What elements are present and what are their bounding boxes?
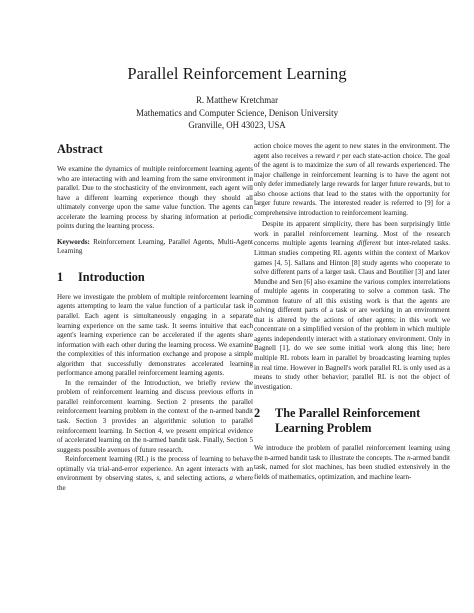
author-affiliation: Mathematics and Computer Science, Denison University <box>135 107 339 118</box>
rl-part: action choice moves the agent to new states in the environment. The agent also receives a reward <box>254 142 450 160</box>
section2-number: 2 <box>254 406 261 421</box>
intro-p3-part: , and selecting actions, <box>159 474 230 483</box>
keywords-text: Reinforcement Learning, Parallel Agents, Multi-Agent Learning <box>57 237 253 256</box>
rl-part: of all rewards experienced. The major challenge in reinforcement learning is to have the agent not only defer immediately large rewards for larger future rewards, but to also choose actions that lead to the states with the opportunity for larger future rewards. The interested reader is referred to [9] for a comprehensive introduction to reinforcement learning. <box>254 161 450 217</box>
intro-paragraph-3 <box>57 455 253 493</box>
rl-var-r: r <box>337 151 340 160</box>
related-work-paragraph <box>254 220 450 392</box>
author-name: R. Matthew Kretchmar <box>195 95 279 105</box>
sec2-part: -armed bandit task, named for slot machines, has been studied extensively in the fields of mathematics, optimization, and machine learn- <box>254 453 450 481</box>
sec2-var-n: n <box>407 453 411 462</box>
section1-title: Introduction <box>78 269 145 284</box>
right-column <box>254 142 450 482</box>
intro-paragraph-1: Here we investigate the problem of multiple reinforcement learning agents attempting to learn the value function of a particular task in parallel. Each agent is simultaneously engaging in a separate learning experience on the same task. It seems intuitive that each agent's learning experience can be accelerated if the agents share information with each other during the learning process. We examine the complexities of this information exchange and propose a simple algorithm that successfully demonstrates accelerated learning performance among parallel reinforcement learning agents. <box>57 292 253 378</box>
abstract-text: We examine the dynamics of multiple reinforcement learning agents who are interacting with and learning from the same environment in parallel. Due to the stochasticity of the environment, each agent will have a different learning experience though they should all ultimately converge upon the same value function. The agents can accelerate the learning process by sharing information at periodic points during the learning process. <box>57 165 253 231</box>
keywords <box>57 238 253 257</box>
section2-heading <box>254 406 450 436</box>
rl-part: per each state-action choice. The goal of the agent is to maximize the <box>254 151 450 170</box>
section2-title: The Parallel Reinforcement Learning Problem <box>275 406 421 436</box>
related-part: but inter-related tasks. Littman studies competing RL agents within the context of Markov games [4, 5]. Sallans and Hinton [8] study agents who cooperate to solve different parts of a larger task. Claus and Boutilier [3] and later Mundhe and Sen [6] also examine the various complex interrelations of multiple agents in cooperating to solve a common task. The common feature of all this existing work is that the agents are solving different parts of a task or are working in an environment that is altered by the actions of other agents; in this work we concentrate on a simplified version of the problem in which multiple agents independently interact with a stationary environment. Only in Bagnell [1], do we see some initial work along this line; here multiple RL robots learn in parallel by broadcasting learning tuples in real time. However in Bagnell's work parallel RL is only used as a means to study other behavior; parallel RL is not the object of investigation. <box>254 239 450 391</box>
author-block <box>0 94 474 132</box>
section1-heading <box>57 270 253 285</box>
abstract-heading: Abstract <box>57 142 103 156</box>
intro-p3-var-s: s <box>156 474 160 483</box>
rl-emph-sum: sum <box>345 161 358 170</box>
left-column <box>57 142 253 493</box>
section2-paragraph <box>254 444 450 482</box>
keywords-label: Keywords: <box>57 237 90 246</box>
intro-p3-part: where the <box>57 474 253 492</box>
intro-p3-var-a: a <box>229 474 233 483</box>
intro-p3-part: Reinforcement learning (RL) is the process of learning to behave optimally via trial-and-error experience. An agent interacts with an environment by observing states, <box>57 455 253 483</box>
section1-number: 1 <box>57 269 64 284</box>
paper-title: Parallel Reinforcement Learning <box>127 64 347 83</box>
sec2-part: We introduce the problem of parallel reinforcement learning using the n-armed bandit task to illustrate the concepts. The <box>254 444 450 462</box>
author-address: Granville, OH 43023, USA <box>188 120 286 131</box>
related-part: Despite its apparent simplicity, there has been surprisingly little work in parallel reinforcement learning. Most of the research concerns multiple agents learning <box>254 220 450 248</box>
related-emph-different: different <box>357 239 381 248</box>
rl-paragraph <box>254 142 450 218</box>
intro-paragraph-2: In the remainder of the Introduction, we briefly review the problem of reinforcement learning and discuss previous efforts in parallel reinforcement learning. Section 2 presents the parallel reinforcement learning problem in the context of the n-armed bandit task. Section 3 provides an algorithmic solution to parallel reinforcement learning. In Section 4, we present empirical evidence of accelerated learning on the n-armed bandit task. Finally, Section 5 suggests possible avenues of future research. <box>57 378 253 454</box>
